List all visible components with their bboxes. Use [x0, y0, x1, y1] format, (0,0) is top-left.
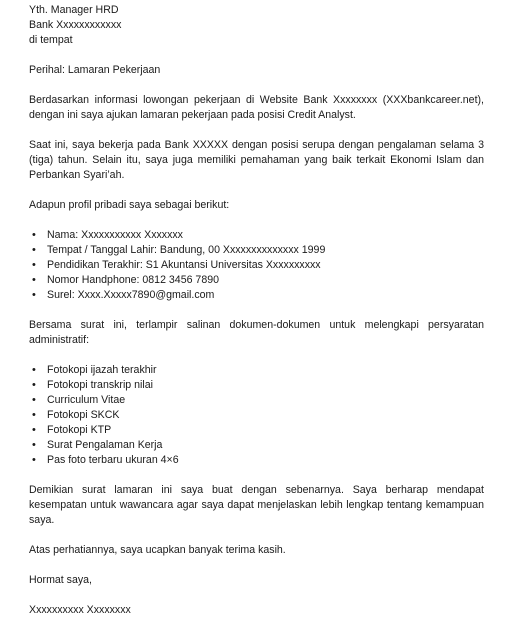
thanks-line: Atas perhatiannya, saya ucapkan banyak terima kasih.	[29, 544, 286, 556]
intro-line-2: dengan ini saya ajukan lamaran pekerjaan pada posisi Credit Analyst.	[29, 109, 356, 121]
recipient-title: Yth. Manager HRD	[29, 4, 119, 16]
list-item: • Fotokopi transkrip nilai	[29, 378, 484, 393]
profile-heading: Adapun profil pribadi saya sebagai berikut:	[29, 199, 230, 211]
letter-page	[29, 3, 484, 618]
closing-paragraph: Demikian surat lamaran ini saya buat dengan sebenarnya. Saya berharap mendapat kesempatan untuk wawancara agar saya dapat menjelaskan lebih lengkap tentang kemampuan saya.	[29, 484, 484, 526]
list-item: • Fotokopi SKCK	[29, 408, 484, 423]
list-item: • Fotokopi ijazah terakhir	[29, 363, 484, 378]
attachment-paragraph	[29, 318, 484, 348]
intro-line-1: Berdasarkan informasi lowongan pekerjaan di Website Bank Xxxxxxxx (XXXbankcareer.net),	[29, 94, 484, 106]
list-item: • Tempat / Tanggal Lahir: Bandung, 00 Xxxxxxxxxxxxxx 1999	[29, 243, 484, 258]
list-item: • Pas foto terbaru ukuran 4×6	[29, 453, 484, 468]
attachment-line-2: administratif:	[29, 334, 90, 346]
list-item: • Fotokopi KTP	[29, 423, 484, 438]
letter-subject: Perihal: Lamaran Pekerjaan	[29, 64, 161, 76]
attachment-line-1: Bersama surat ini, terlampir salinan dokumen-dokumen untuk melengkapi persyaratan	[29, 319, 484, 331]
intro-paragraph	[29, 93, 484, 123]
list-item: • Nama: Xxxxxxxxxxx Xxxxxxx	[29, 228, 484, 243]
list-item: • Nomor Handphone: 0812 3456 7890	[29, 273, 484, 288]
attachment-list	[29, 363, 484, 468]
profile-list	[29, 228, 484, 303]
list-item: • Surat Pengalaman Kerja	[29, 438, 484, 453]
list-item: • Surel: Xxxx.Xxxxx7890@gmail.com	[29, 288, 484, 303]
signature-name: Xxxxxxxxxx Xxxxxxxx	[29, 604, 131, 616]
recipient-place: di tempat	[29, 34, 73, 46]
list-item: • Pendidikan Terakhir: S1 Akuntansi Universitas Xxxxxxxxxx	[29, 258, 484, 273]
salutation: Hormat saya,	[29, 574, 92, 586]
recipient-bank: Bank Xxxxxxxxxxxx	[29, 19, 122, 31]
experience-paragraph: Saat ini, saya bekerja pada Bank XXXXX dengan posisi serupa dengan pengalaman selama 3 (tiga) tahun. Selain itu, saya juga memiliki pemahaman yang baik terkait Ekonomi Islam dan Perbankan Syari’ah.	[29, 139, 484, 181]
recipient-block	[29, 3, 484, 48]
list-item: • Curriculum Vitae	[29, 393, 484, 408]
